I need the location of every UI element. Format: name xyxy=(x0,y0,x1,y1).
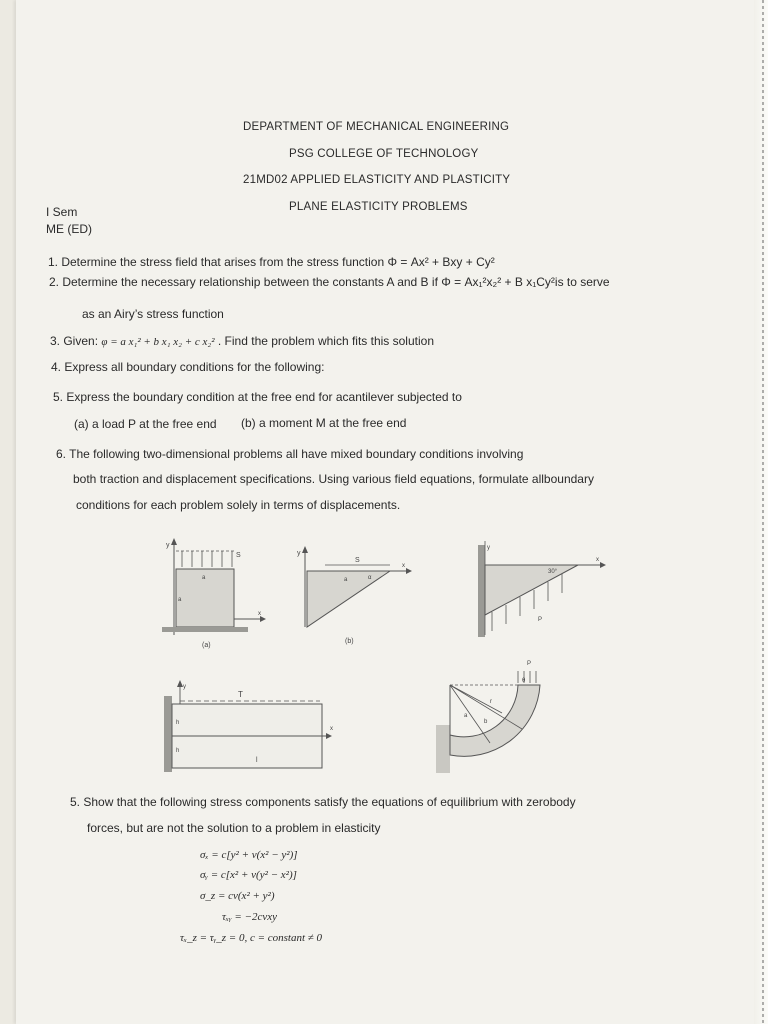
fig-b-y-label: y xyxy=(297,550,301,557)
fig-c-P-label: P xyxy=(538,617,543,623)
fig-d-h-bottom: h xyxy=(176,748,180,754)
fig-c-angle-label: 30° xyxy=(548,569,558,575)
fig-b-S-label: S xyxy=(355,557,360,564)
fig-d-h-top: h xyxy=(176,720,180,726)
question-2-line-2: as an Airy’s stress function xyxy=(82,307,224,321)
question-3-suffix: . Find the problem which fits this solution xyxy=(217,334,434,348)
fig-a-x-label: x xyxy=(258,611,261,617)
fig-a-caption: (a) xyxy=(202,642,211,649)
question-6-line-1: 6. The following two-dimensional problems all have mixed boundary conditions involving xyxy=(56,447,524,461)
equation-sigma-z: σ_z = cν(x² + y²) xyxy=(200,890,275,902)
fig-e-theta-label: θ xyxy=(522,678,526,684)
question-5a: (a) a load P at the free end xyxy=(74,417,217,431)
fig-c-x-label: x xyxy=(596,557,599,563)
question-3-prefix: 3. Given: xyxy=(50,334,99,348)
equation-sigma-y: σᵧ = c[x² + ν(y² − x²)] xyxy=(200,869,297,881)
question-6-line-2: both traction and displacement specifications. Using various field equations, formulate allboundary xyxy=(73,472,594,486)
semester-label: I Sem xyxy=(46,205,78,219)
fig-e-r-label: r xyxy=(490,699,492,705)
fig-d-l-label: l xyxy=(256,757,258,764)
fig-a-a-top: a xyxy=(202,575,206,581)
fig-a-y-label: y xyxy=(166,542,170,549)
fig-e-P-label: P xyxy=(527,661,532,667)
question-3 xyxy=(50,334,434,349)
fig-b-x-label: x xyxy=(402,563,405,569)
question-5-line-1: 5. Express the boundary condition at the free end for acantilever subjected to xyxy=(53,390,462,404)
fig-a-S-label: S xyxy=(236,552,241,559)
equation-tau-xy: τₓᵧ = −2cνxy xyxy=(222,911,277,923)
figure-b-wedge xyxy=(290,545,420,650)
paper-edge xyxy=(754,0,768,1024)
question-1: 1. Determine the stress field that arises from the stress function Φ = Ax² + Bxy + Cy² xyxy=(48,255,495,269)
title-heading: PLANE ELASTICITY PROBLEMS xyxy=(289,201,468,213)
question-7-line-2: forces, but are not the solution to a problem in elasticity xyxy=(87,821,381,835)
figure-c-inclined-plate xyxy=(470,535,610,645)
equation-sigma-x: σₓ = c[y² + ν(x² − y²)] xyxy=(200,849,298,861)
programme-label: ME (ED) xyxy=(46,222,92,236)
fig-b-alpha-label: α xyxy=(368,575,372,581)
fig-b-a-label: a xyxy=(344,577,348,583)
fig-e-b-label: b xyxy=(484,719,488,725)
fig-d-y-label: y xyxy=(183,684,186,690)
fig-a-a-side: a xyxy=(178,597,182,603)
question-7-line-1: 5. Show that the following stress components satisfy the equations of equilibrium with zerobody xyxy=(70,795,576,809)
figure-a-block xyxy=(160,535,270,655)
dotted-border xyxy=(762,0,764,1024)
figure-d-strip xyxy=(160,678,360,778)
question-4: 4. Express all boundary conditions for the following: xyxy=(51,360,325,374)
fig-d-T-label: T xyxy=(238,690,243,699)
fig-e-a-label: a xyxy=(464,713,468,719)
question-5b: (b) a moment M at the free end xyxy=(241,416,407,430)
college-heading: PSG COLLEGE OF TECHNOLOGY xyxy=(289,148,479,160)
equation-tau-zero: τₓ_z = τᵧ_z = 0, c = constant ≠ 0 xyxy=(180,932,323,944)
fig-d-x-label: x xyxy=(330,726,333,732)
figure-e-curved-beam xyxy=(430,655,570,780)
fig-c-y-label: y xyxy=(487,545,490,551)
question-2-line-1: 2. Determine the necessary relationship between the constants A and B if Φ = Ax₁²x₂² + B x₁Cy²is to serve xyxy=(49,275,610,289)
course-heading: 21MD02 APPLIED ELASTICITY AND PLASTICITY xyxy=(243,174,511,186)
question-3-equation: φ = a x₁² + b x₁ x₂ + c x₂² xyxy=(101,336,215,348)
fig-b-caption: (b) xyxy=(345,638,354,645)
department-heading: DEPARTMENT OF MECHANICAL ENGINEERING xyxy=(243,121,510,133)
question-6-line-3: conditions for each problem solely in terms of displacements. xyxy=(76,498,401,512)
